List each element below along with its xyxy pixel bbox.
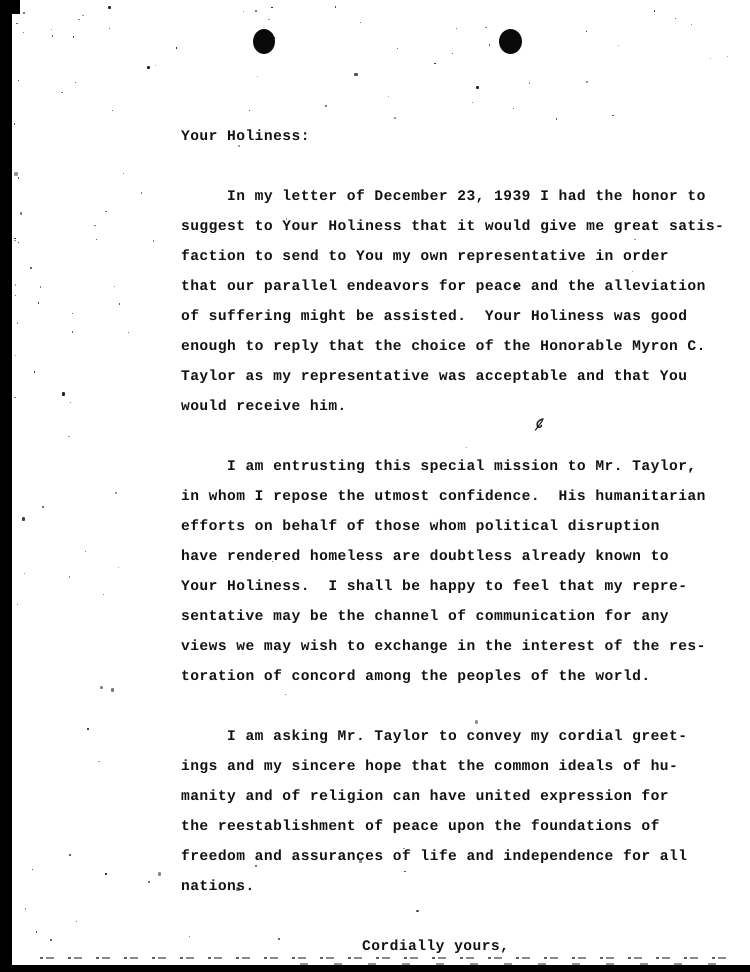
scan-speck xyxy=(271,7,272,8)
scan-speck xyxy=(476,86,478,88)
scan-speck xyxy=(30,267,31,268)
scan-speck xyxy=(18,242,19,243)
letter-blank-line xyxy=(181,422,726,452)
punch-hole-left-icon xyxy=(253,29,275,54)
scan-speck xyxy=(141,192,142,193)
scan-speck xyxy=(360,22,361,23)
scan-speck xyxy=(434,63,435,64)
scan-speck xyxy=(556,118,557,119)
scan-speck xyxy=(61,92,62,93)
scan-speck xyxy=(274,37,275,38)
scan-speck xyxy=(103,594,104,595)
scan-speck xyxy=(119,303,120,304)
scan-speck xyxy=(452,53,453,54)
scan-speck xyxy=(42,506,43,507)
scan-speck xyxy=(513,108,514,109)
scan-speck xyxy=(586,81,587,82)
scan-speck xyxy=(105,873,106,874)
scan-speck xyxy=(114,286,115,287)
scan-speck xyxy=(40,286,41,287)
letter-line: enough to reply that the choice of the Honorable Myron C. xyxy=(181,339,706,355)
scan-speck xyxy=(485,27,486,28)
scan-speck xyxy=(14,172,18,176)
scan-speck xyxy=(388,96,389,97)
scan-speck xyxy=(78,19,79,20)
scan-speck xyxy=(82,15,83,16)
letter-line: Your Holiness. I shall be happy to feel that my repre- xyxy=(181,579,688,595)
scan-speck xyxy=(15,284,16,285)
scan-speck xyxy=(109,28,110,29)
scan-speck xyxy=(62,392,66,396)
letter-line: the reestablishment of peace upon the foundations of xyxy=(181,819,660,835)
scan-speck xyxy=(18,80,19,81)
scan-speck xyxy=(96,239,97,240)
scan-speck xyxy=(72,313,73,314)
scan-speck xyxy=(112,110,113,111)
scan-speck xyxy=(69,854,70,855)
scan-speck xyxy=(100,686,104,690)
letter-line: faction to send to You my own representative in order xyxy=(181,249,670,265)
scan-speck xyxy=(325,105,327,107)
letter-line: sentative may be the channel of communication for any xyxy=(181,609,670,625)
scan-speck xyxy=(118,567,119,568)
scan-speck xyxy=(68,436,69,437)
scan-speck xyxy=(397,48,398,49)
scan-speck xyxy=(14,240,15,241)
scan-speck xyxy=(17,322,18,323)
scan-speck xyxy=(654,10,655,11)
letter-line: efforts on behalf of those whom political disruption xyxy=(181,519,660,535)
scan-speck xyxy=(456,28,457,29)
scan-edge-left xyxy=(0,0,12,972)
scan-speck xyxy=(14,397,15,398)
scan-speck xyxy=(98,761,99,762)
scan-speck xyxy=(148,881,149,882)
scan-edge-bottom xyxy=(0,965,750,972)
scan-speck xyxy=(18,177,19,178)
scan-speck xyxy=(14,123,15,124)
scan-speck xyxy=(32,869,33,870)
letter-line: that our parallel endeavors for peace and the alleviation xyxy=(181,279,706,295)
scan-speck xyxy=(123,173,124,174)
scan-speck xyxy=(69,576,70,577)
scan-speck xyxy=(23,12,25,14)
scan-speck xyxy=(108,6,110,8)
letter-closing: Cordially yours, xyxy=(362,939,510,955)
letter-line: In my letter of December 23, 1939 I had the honor to xyxy=(181,189,706,205)
scan-speck xyxy=(710,58,711,59)
scan-speck xyxy=(36,931,37,932)
scan-speck xyxy=(15,295,16,296)
scan-speck xyxy=(34,371,35,372)
scan-speck xyxy=(472,102,473,103)
letter-line: I am asking Mr. Taylor to convey my cordial greet- xyxy=(181,729,688,745)
scan-speck xyxy=(257,76,258,77)
letter-line: suggest to Your Holiness that it would give me great satis- xyxy=(181,219,725,235)
scan-speck xyxy=(128,332,129,333)
letter-line: toration of concord among the peoples of the world. xyxy=(181,669,651,685)
scan-speck xyxy=(268,19,269,20)
punch-hole-right-icon xyxy=(499,29,522,54)
letter-line: nations. xyxy=(181,879,255,895)
scan-speck xyxy=(691,24,692,25)
scan-speck xyxy=(15,355,16,356)
scan-speck xyxy=(618,45,619,46)
scan-speck xyxy=(14,238,15,239)
scan-speck xyxy=(489,44,490,45)
scan-speck xyxy=(255,10,256,11)
scan-speck xyxy=(51,29,52,30)
letter-blank-line xyxy=(181,692,726,722)
scan-speck xyxy=(22,517,26,521)
scan-speck xyxy=(354,73,358,77)
scan-speck xyxy=(85,551,86,552)
scan-speck xyxy=(335,6,336,7)
scan-speck xyxy=(176,47,177,48)
scan-speck xyxy=(50,939,52,941)
scan-speck xyxy=(16,23,17,24)
letter-line: freedom and assurances of life and independence for all xyxy=(181,849,688,865)
scan-speck xyxy=(70,402,71,403)
bottom-scan-artifact-line-secondary xyxy=(300,963,730,965)
letter-blank-line xyxy=(181,902,726,932)
scan-speck xyxy=(529,82,530,83)
scan-speck xyxy=(76,921,77,922)
scan-speck xyxy=(52,35,53,36)
scan-speck xyxy=(23,32,24,33)
letter-line: views we may wish to exchange in the interest of the res- xyxy=(181,639,706,655)
letter-line: would receive him. xyxy=(181,399,347,415)
scan-speck xyxy=(20,212,22,214)
scan-speck xyxy=(75,82,76,83)
letter-line: ings and my sincere hope that the common ideals of hu- xyxy=(181,759,679,775)
scan-speck xyxy=(612,115,613,116)
scan-speck xyxy=(675,18,676,19)
letter-line: Your Holiness: xyxy=(181,129,310,145)
scan-speck xyxy=(73,36,74,37)
scan-speck xyxy=(153,240,154,241)
scan-speck xyxy=(115,492,117,494)
scan-speck xyxy=(17,604,18,605)
letter-body xyxy=(181,122,726,962)
letter-blank-line xyxy=(181,152,726,182)
letter-line: of suffering might be assisted. Your Holiness was good xyxy=(181,309,688,325)
scan-speck xyxy=(25,908,26,909)
letter-line: manity and of religion can have united expression for xyxy=(181,789,670,805)
scan-speck xyxy=(24,573,25,574)
scan-speck xyxy=(72,331,73,332)
scan-speck xyxy=(158,872,162,876)
letter-line: Taylor as my representative was acceptable and that You xyxy=(181,369,688,385)
letter-line: have rendered homeless are doubtless already known to xyxy=(181,549,670,565)
scan-speck xyxy=(727,56,728,57)
letter-line: in whom I repose the utmost confidence. His humanitarian xyxy=(181,489,706,505)
scan-edge-top-corner xyxy=(0,0,20,14)
scan-speck xyxy=(155,65,156,66)
scan-speck xyxy=(243,11,244,12)
scan-speck xyxy=(111,688,115,692)
scan-speck xyxy=(87,728,88,729)
scan-speck xyxy=(586,31,587,32)
scan-speck xyxy=(394,117,396,119)
letter-line: I am entrusting this special mission to Mr. Taylor, xyxy=(181,459,697,475)
scan-speck xyxy=(147,66,151,70)
scan-speck xyxy=(94,225,95,226)
scan-speck xyxy=(249,110,250,111)
scan-speck xyxy=(105,211,106,212)
scan-speck xyxy=(38,302,39,303)
bottom-scan-artifact-line xyxy=(40,957,735,959)
